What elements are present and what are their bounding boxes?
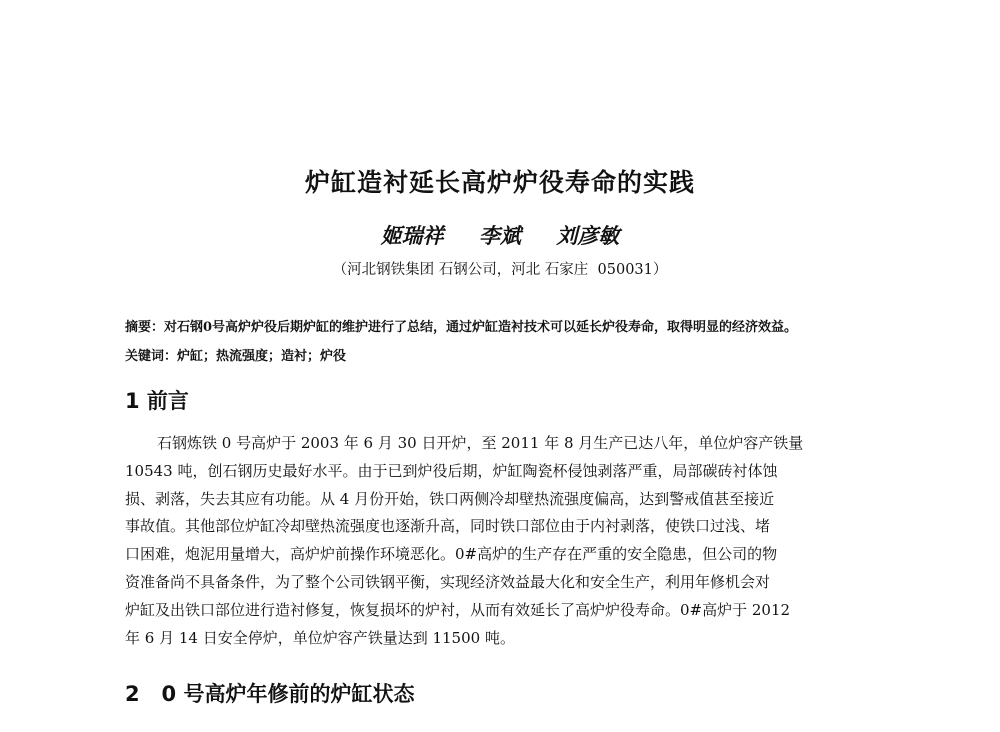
paper-title: 炉缸造衬延长高炉炉役寿命的实践 — [304, 168, 695, 197]
paragraph-line: 炉缸及出铁口部位进行造衬修复，恢复损坏的炉衬，从而有效延长了高炉炉役寿命。0#高炉于 2012 — [125, 600, 791, 619]
paragraph-line: 年 6 月 14 日安全停炉，单位炉容产铁量达到 11500 吨。 — [125, 628, 515, 647]
paragraph-line: 事故值。其他部位炉缸冷却壁热流强度也逐渐升高，同时铁口部位由于内衬剥落，使铁口过浅、堵 — [125, 517, 771, 536]
paragraph-line: 资准备尚不具备条件，为了整个公司铁钢平衡，实现经济效益最大化和安全生产，利用年修机会对 — [125, 572, 771, 591]
author-affiliation: （河北钢铁集团 石钢公司，河北 石家庄 050031） — [332, 262, 668, 278]
abstract: 摘要：对石钢0号高炉炉役后期炉缸的维护进行了总结，通过炉缸造衬技术可以延长炉役寿命，取得明显的经济效益。 — [125, 320, 798, 335]
paragraph-line: 损、剥落，失去其应有功能。从 4 月份开始，铁口两侧冷却壁热流强度偏高，达到警戒值甚至接近 — [125, 489, 775, 508]
keywords: 关键词：炉缸；热流强度；造衬；炉役 — [125, 349, 347, 364]
author-name: 刘彦敏 — [556, 223, 620, 248]
paragraph-line: 10543 吨，创石钢历史最好水平。由于已到炉役后期，炉缸陶瓷杯侵蚀剥落严重，局部碳砖衬体蚀 — [125, 461, 778, 480]
author-list — [0, 221, 1000, 251]
paragraph-line: 口困难，炮泥用量增大，高炉炉前操作环境恶化。0#高炉的生产存在严重的安全隐患，但公司的物 — [125, 545, 778, 564]
section-heading-furnace-state: 2 0 号高炉年修前的炉缸状态 — [125, 682, 415, 706]
author-name: 李斌 — [479, 223, 521, 248]
paragraph-line: 石钢炼铁 0 号高炉于 2003 年 6 月 30 日开炉，至 2011 年 8 月生产已达八年，单位炉容产铁量 — [157, 434, 804, 452]
introduction-paragraph — [125, 430, 895, 652]
author-name: 姬瑞祥 — [380, 223, 444, 248]
section-heading-introduction: 1 前言 — [125, 389, 189, 413]
